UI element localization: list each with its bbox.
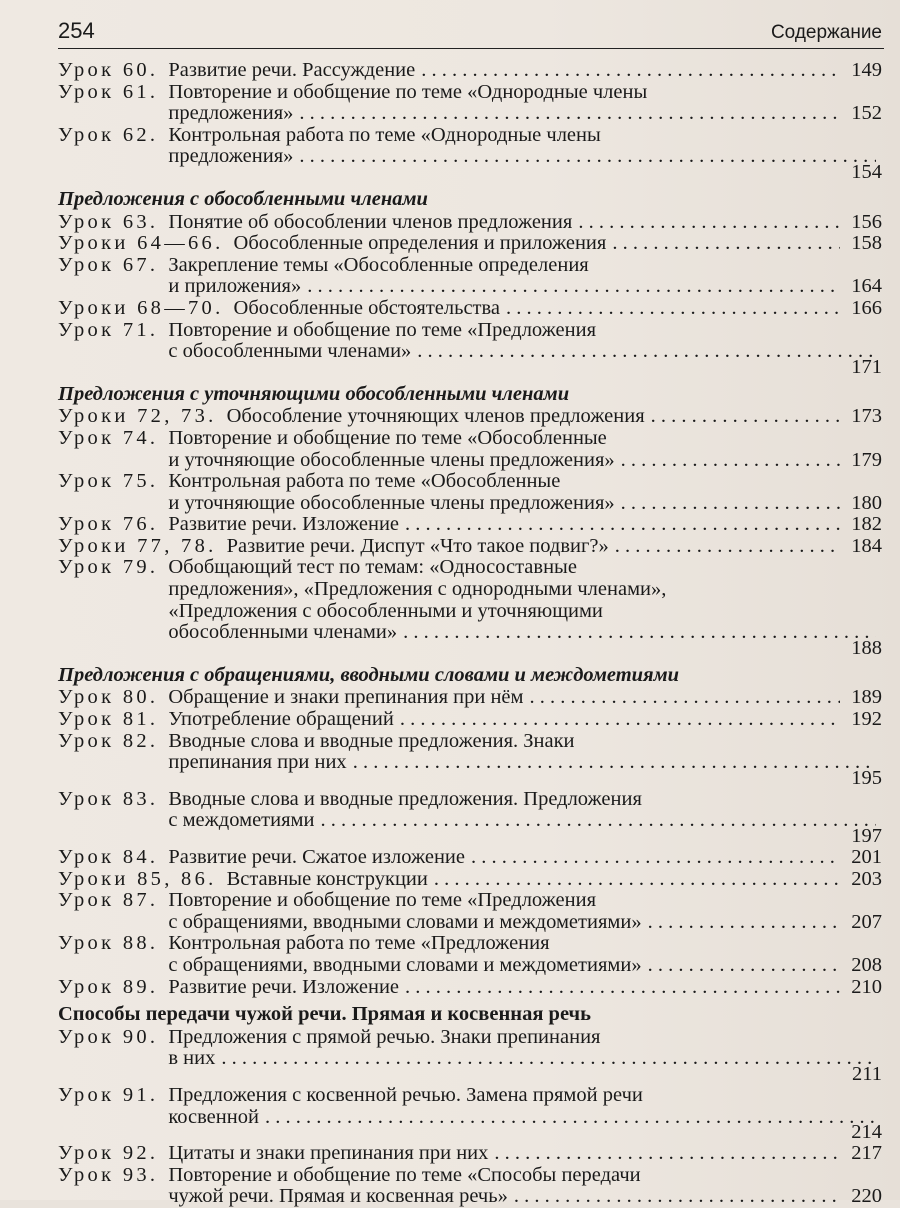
toc-entry[interactable] — [58, 536, 882, 558]
toc-entry[interactable] — [58, 233, 882, 255]
entry-line — [168, 810, 882, 832]
entry-body — [168, 255, 882, 298]
page-ref[interactable]: 188 — [851, 636, 882, 659]
lesson-word: Уроки — [58, 867, 129, 890]
page-ref[interactable]: 171 — [851, 355, 882, 378]
entry-body — [168, 125, 882, 183]
entry-line — [168, 82, 882, 104]
entry-title: чужой речи. Прямая и косвенная речь» — [168, 1185, 508, 1208]
lesson-label — [58, 933, 158, 976]
entry-body — [168, 60, 882, 82]
lesson-label — [58, 125, 158, 183]
entry-title: Употребление обращений — [168, 708, 394, 731]
lesson-label — [58, 709, 158, 731]
lesson-number: 92. — [122, 1142, 159, 1165]
lesson-number: 84. — [122, 846, 159, 868]
lesson-word: Урок — [58, 318, 115, 341]
table-of-contents — [58, 60, 882, 1208]
lesson-word: Урок — [58, 729, 115, 752]
toc-entry[interactable] — [58, 709, 882, 731]
entry-line — [168, 955, 882, 977]
toc-entry[interactable] — [58, 789, 882, 847]
entry-title: предложения» — [168, 145, 294, 168]
lesson-number: 93. — [122, 1163, 159, 1186]
entry-line — [168, 1143, 882, 1165]
entry-line — [234, 298, 882, 320]
lesson-number: 87. — [122, 889, 159, 912]
lesson-word: Урок — [58, 470, 115, 493]
toc-entry[interactable] — [58, 977, 882, 999]
lesson-number: 60. — [122, 59, 159, 81]
dot-leader — [299, 146, 876, 168]
lesson-number: 80. — [122, 686, 159, 709]
dot-leader — [612, 233, 840, 255]
entry-line — [168, 320, 882, 342]
lesson-number: 72, 73. — [137, 405, 217, 428]
page-ref[interactable]: 195 — [851, 766, 882, 789]
lesson-word: Урок — [58, 59, 115, 81]
dot-leader — [578, 212, 840, 234]
lesson-number: 81. — [122, 708, 159, 731]
lesson-label — [58, 536, 217, 558]
lesson-label — [58, 406, 217, 428]
dot-leader — [434, 869, 840, 891]
entry-line — [168, 125, 882, 147]
lesson-word: Урок — [58, 556, 115, 579]
entry-body — [168, 687, 882, 709]
entry-line — [234, 233, 882, 255]
entry-title: с обращениями, вводными словами и междометиями» — [168, 953, 642, 976]
entry-line — [168, 890, 882, 912]
entry-title: Обособленные определения и приложения — [233, 232, 607, 255]
lesson-label — [58, 428, 158, 471]
lesson-label — [58, 233, 224, 255]
toc-entry[interactable] — [58, 933, 882, 976]
entry-line — [227, 869, 882, 891]
lesson-number: 75. — [122, 470, 159, 493]
entry-line — [168, 255, 882, 277]
lesson-label — [58, 212, 158, 234]
entry-body — [168, 890, 882, 933]
lesson-label — [58, 471, 158, 514]
dot-leader — [221, 1048, 876, 1070]
lesson-word: Урок — [58, 1083, 115, 1106]
entry-title: Понятие об обособлении членов предложения — [168, 210, 573, 233]
entry-body — [168, 514, 882, 536]
lesson-number: 74. — [122, 426, 159, 449]
entry-title: Развитие речи. Диспут «Что такое подвиг?» — [226, 534, 609, 557]
entry-line — [168, 687, 882, 709]
dot-leader — [265, 1107, 876, 1129]
lesson-label — [58, 890, 158, 933]
toc-entry[interactable] — [58, 847, 882, 869]
page-ref[interactable]: 152 — [851, 102, 882, 125]
lesson-number: 63. — [122, 210, 159, 233]
dot-leader — [621, 493, 840, 515]
lesson-word: Урок — [58, 1142, 115, 1165]
lesson-label — [58, 255, 158, 298]
toc-entry[interactable] — [58, 82, 882, 125]
entry-title: обособленными членами» — [168, 621, 398, 644]
entry-title: Обращение и знаки препинания при нём — [168, 686, 524, 709]
entry-body — [168, 320, 882, 378]
lesson-label — [58, 789, 158, 847]
entry-title: с обособленными членами» — [168, 340, 412, 363]
dot-leader — [648, 912, 840, 934]
page-number: 254 — [58, 18, 95, 43]
lesson-word: Урок — [58, 975, 115, 998]
dot-leader — [400, 709, 840, 731]
entry-line — [227, 536, 882, 558]
entry-body — [168, 428, 882, 471]
lesson-number: 88. — [122, 932, 159, 955]
entry-title: Развитие речи. Изложение — [168, 975, 400, 998]
entry-title: и приложения» — [168, 275, 302, 298]
page-ref[interactable]: 156 — [851, 210, 882, 233]
lesson-label — [58, 557, 158, 658]
lesson-number: 79. — [122, 556, 159, 579]
dot-leader — [299, 103, 840, 125]
entry-title: Повторение и обобщение по теме «Обособленные — [168, 426, 607, 449]
lesson-label — [58, 1143, 158, 1165]
page-ref[interactable]: 197 — [851, 825, 882, 847]
entry-title: Развитие речи. Изложение — [168, 513, 400, 536]
entry-body — [168, 847, 882, 869]
entry-title: Предложения с косвенной речью. Замена прямой речи — [168, 1083, 643, 1106]
toc-entry[interactable] — [58, 212, 882, 234]
dot-leader — [405, 514, 840, 536]
toc-entry[interactable] — [58, 731, 882, 789]
page-ref[interactable]: 211 — [852, 1062, 882, 1085]
page-ref[interactable]: 203 — [851, 867, 882, 890]
dot-leader — [621, 450, 840, 472]
entry-title: Повторение и обобщение по теме «Однородные члены — [168, 80, 648, 103]
entry-line — [168, 1186, 882, 1208]
dot-leader — [494, 1143, 840, 1165]
entry-body — [168, 1143, 882, 1165]
entry-title: и уточняющие обособленные члены предложения» — [168, 491, 615, 514]
toc-entry[interactable] — [58, 687, 882, 709]
lesson-label — [58, 1165, 158, 1208]
entry-title: Закрепление темы «Обособленные определения — [168, 253, 589, 276]
entry-line — [168, 276, 882, 298]
entry-title: с междометиями — [168, 809, 315, 832]
entry-body — [227, 869, 882, 891]
entry-title: Контрольная работа по теме «Предложения — [168, 932, 550, 955]
lesson-number: 91. — [122, 1083, 159, 1106]
dot-leader — [417, 341, 876, 363]
lesson-number: 61. — [122, 80, 159, 103]
lesson-number: 68—70. — [137, 296, 224, 319]
entry-title: с обращениями, вводными словами и междометиями» — [168, 910, 642, 933]
lesson-word: Урок — [58, 123, 115, 146]
lesson-word: Урок — [58, 889, 115, 912]
lesson-word: Урок — [58, 708, 115, 731]
section-heading: Способы передачи чужой речи. Прямая и косвенная речь — [58, 1003, 591, 1026]
entry-line — [168, 752, 882, 774]
entry-title: предложения», «Предложения с однородными членами», — [168, 578, 667, 601]
lesson-label — [58, 82, 158, 125]
lesson-word: Урок — [58, 1025, 115, 1048]
entry-body — [168, 82, 882, 125]
entry-line — [168, 1085, 882, 1107]
page-header — [58, 12, 884, 49]
entry-line — [168, 622, 882, 644]
page-ref[interactable]: 192 — [851, 708, 882, 731]
entry-line — [168, 428, 882, 450]
lesson-number: 83. — [122, 787, 159, 810]
entry-title: Контрольная работа по теме «Обособленные — [168, 470, 561, 493]
page-ref[interactable]: 149 — [851, 59, 882, 81]
dot-leader — [651, 406, 840, 428]
entry-title: Обобщающий тест по темам: «Односоставные — [168, 556, 577, 579]
toc-entry[interactable] — [58, 1165, 882, 1208]
lesson-word: Урок — [58, 210, 115, 233]
page-ref[interactable]: 220 — [851, 1185, 882, 1208]
dot-leader — [307, 276, 840, 298]
lesson-number: 64—66. — [137, 232, 224, 255]
dot-leader — [648, 955, 840, 977]
page-ref[interactable]: 179 — [851, 448, 882, 471]
lesson-number: 77, 78. — [137, 534, 217, 557]
section-heading: Предложения с обращениями, вводными словами и междометиями — [58, 663, 680, 686]
page-ref[interactable]: 173 — [851, 405, 882, 428]
lesson-number: 76. — [122, 513, 159, 536]
lesson-number: 90. — [122, 1025, 159, 1048]
entry-title: Обособленные обстоятельства — [233, 296, 501, 319]
entry-line — [168, 1165, 882, 1187]
lesson-label — [58, 687, 158, 709]
dot-leader — [353, 752, 876, 774]
dot-leader — [403, 622, 876, 644]
entry-line — [168, 514, 882, 536]
page-ref[interactable]: 154 — [851, 160, 882, 183]
entry-body — [168, 709, 882, 731]
entry-body — [168, 212, 882, 234]
entry-line — [168, 103, 882, 125]
entry-title: Развитие речи. Сжатое изложение — [168, 846, 466, 868]
entry-title: косвенной — [168, 1105, 259, 1128]
toc-entry[interactable] — [58, 557, 882, 658]
entry-body — [168, 1027, 882, 1085]
entry-title: Вводные слова и вводные предложения. Знаки — [168, 729, 575, 752]
dot-leader — [529, 687, 840, 709]
lesson-number: 85, 86. — [137, 867, 217, 890]
entry-line — [168, 493, 882, 515]
lesson-word: Урок — [58, 513, 115, 536]
entry-line — [168, 212, 882, 234]
dot-leader — [506, 298, 840, 320]
toc-entry[interactable] — [58, 255, 882, 298]
lesson-word: Урок — [58, 932, 115, 955]
lesson-label — [58, 1027, 158, 1085]
entry-line — [168, 933, 882, 955]
toc-entry[interactable] — [58, 60, 882, 82]
entry-title: Цитаты и знаки препинания при них — [168, 1142, 489, 1165]
entry-title: Развитие речи. Рассуждение — [168, 59, 416, 81]
entry-title: «Предложения с обособленными и уточняющими — [168, 599, 603, 622]
entry-title: и уточняющие обособленные члены предложения» — [168, 448, 615, 471]
page-ref[interactable]: 210 — [851, 975, 882, 998]
dot-leader — [405, 977, 840, 999]
page-ref[interactable]: 214 — [851, 1121, 882, 1144]
entry-body — [168, 557, 882, 658]
page-ref[interactable]: 158 — [851, 232, 882, 255]
toc-entry[interactable] — [58, 406, 882, 428]
entry-line — [168, 471, 882, 493]
entry-line — [168, 1048, 882, 1070]
lesson-word: Урок — [58, 1163, 115, 1186]
entry-line — [168, 146, 882, 168]
toc-entry[interactable] — [58, 1027, 882, 1085]
toc-entry[interactable] — [58, 514, 882, 536]
dot-leader — [320, 810, 876, 832]
entry-line — [168, 1107, 882, 1129]
dot-leader — [615, 536, 840, 558]
entry-line — [168, 601, 882, 623]
page-ref[interactable]: 182 — [851, 513, 882, 536]
toc-entry[interactable] — [58, 1143, 882, 1165]
toc-entry[interactable] — [58, 125, 882, 183]
lesson-word: Урок — [58, 80, 115, 103]
lesson-word: Уроки — [58, 232, 129, 255]
entry-line — [168, 579, 882, 601]
entry-body — [168, 1165, 882, 1208]
lesson-word: Урок — [58, 426, 115, 449]
entry-body — [168, 977, 882, 999]
dot-leader — [421, 60, 840, 82]
page-ref[interactable]: 208 — [851, 953, 882, 976]
entry-line — [227, 406, 882, 428]
lesson-word: Урок — [58, 846, 115, 868]
entry-body — [227, 536, 882, 558]
lesson-label — [58, 60, 158, 82]
entry-title: в них — [168, 1047, 216, 1070]
lesson-number: 67. — [122, 253, 159, 276]
dot-leader — [471, 847, 840, 869]
entry-title: препинания при них — [168, 751, 347, 774]
toc-entry[interactable] — [58, 471, 882, 514]
toc-entry[interactable] — [58, 890, 882, 933]
lesson-word: Уроки — [58, 534, 129, 557]
entry-line — [168, 912, 882, 934]
section-heading: Предложения с уточняющими обособленными членами — [58, 382, 570, 405]
page-ref[interactable]: 166 — [851, 296, 882, 319]
lesson-label — [58, 514, 158, 536]
lesson-number: 82. — [122, 729, 159, 752]
lesson-word: Урок — [58, 253, 115, 276]
lesson-label — [58, 731, 158, 789]
lesson-label — [58, 320, 158, 378]
entry-body — [168, 933, 882, 976]
section-heading: Предложения с обособленными членами — [58, 187, 428, 210]
entry-body — [168, 731, 882, 789]
entry-line — [168, 789, 882, 811]
entry-body — [234, 298, 882, 320]
entry-body — [234, 233, 882, 255]
lesson-word: Уроки — [58, 405, 129, 428]
lesson-label — [58, 869, 217, 891]
page-ref[interactable]: 164 — [851, 275, 882, 298]
entry-title: Вводные слова и вводные предложения. Предложения — [168, 787, 642, 810]
lesson-word: Урок — [58, 787, 115, 810]
running-title: Содержание — [770, 22, 882, 43]
entry-title: Повторение и обобщение по теме «Предложения — [168, 889, 597, 912]
lesson-number: 71. — [122, 318, 159, 341]
entry-line — [168, 341, 882, 363]
entry-title: Обособление уточняющих членов предложения — [226, 405, 645, 428]
dot-leader — [514, 1186, 840, 1208]
lesson-label — [58, 1085, 158, 1143]
entry-body — [168, 471, 882, 514]
page-ref[interactable]: 184 — [851, 534, 882, 557]
lesson-label — [58, 298, 224, 320]
entry-title: Повторение и обобщение по теме «Способы передачи — [168, 1163, 641, 1186]
page-ref[interactable]: 180 — [851, 491, 882, 514]
entry-title: Контрольная работа по теме «Однородные члены — [168, 123, 601, 146]
page-ref[interactable]: 201 — [851, 846, 882, 868]
lesson-word: Урок — [58, 686, 115, 709]
entry-line — [168, 1027, 882, 1049]
entry-title: Повторение и обобщение по теме «Предложения — [168, 318, 597, 341]
entry-body — [227, 406, 882, 428]
toc-entry[interactable] — [58, 869, 882, 891]
entry-line — [168, 557, 882, 579]
page-ref[interactable]: 207 — [851, 910, 882, 933]
lesson-number: 89. — [122, 975, 159, 998]
page-ref[interactable]: 189 — [851, 686, 882, 709]
entry-title: Предложения с прямой речью. Знаки препинания — [168, 1025, 601, 1048]
entry-line — [168, 60, 882, 82]
entry-title: Вставные конструкции — [226, 867, 428, 890]
page-ref[interactable]: 217 — [851, 1142, 882, 1165]
lesson-label — [58, 847, 158, 869]
entry-body — [168, 1085, 882, 1143]
toc-entry[interactable] — [58, 298, 882, 320]
lesson-label — [58, 977, 158, 999]
entry-title: предложения» — [168, 102, 294, 125]
toc-entry[interactable] — [58, 320, 882, 378]
entry-body — [168, 789, 882, 847]
entry-line — [168, 731, 882, 753]
entry-line — [168, 847, 882, 869]
toc-entry[interactable] — [58, 1085, 882, 1143]
entry-line — [168, 450, 882, 472]
entry-line — [168, 709, 882, 731]
entry-line — [168, 977, 882, 999]
lesson-number: 62. — [122, 123, 159, 146]
lesson-word: Уроки — [58, 296, 129, 319]
toc-entry[interactable] — [58, 428, 882, 471]
